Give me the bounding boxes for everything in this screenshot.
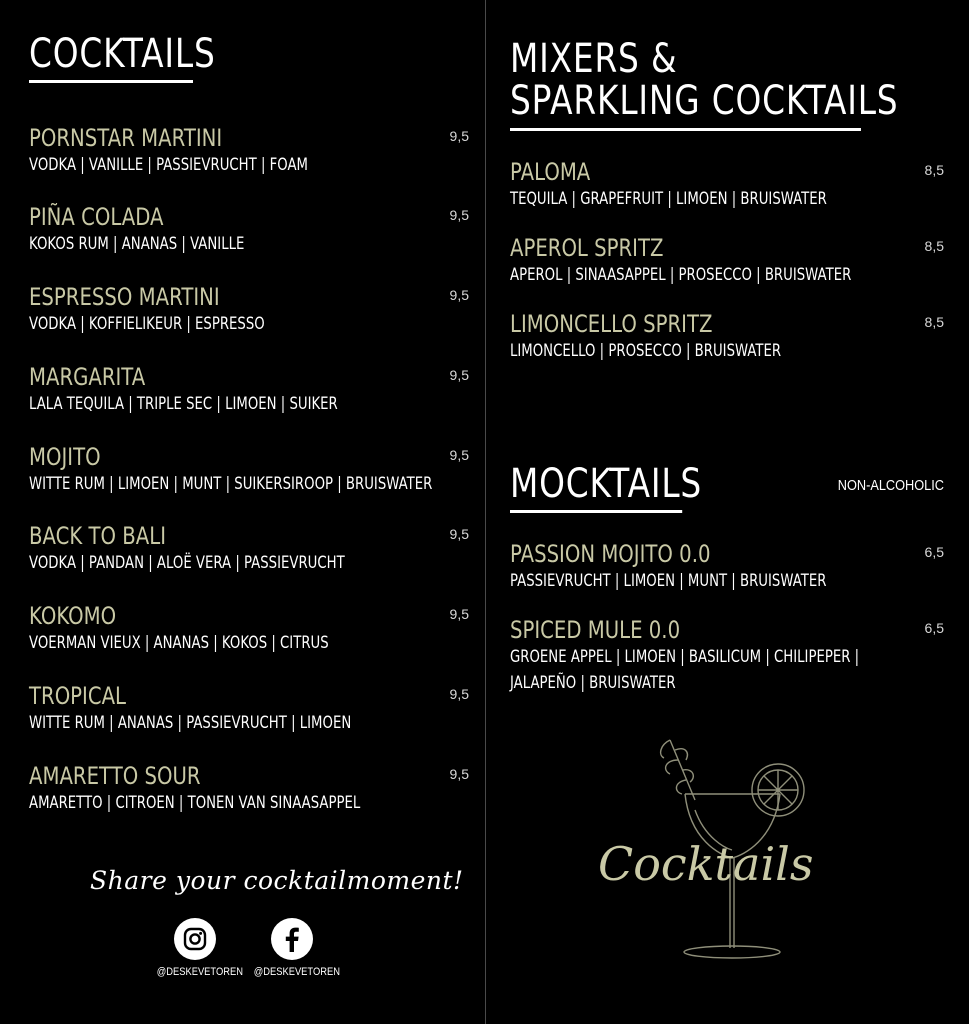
instagram-handle: @DESKEVETOREN xyxy=(156,966,243,978)
non-alcoholic-note: NON-ALCOHOLIC xyxy=(837,477,944,494)
item-price: 9,5 xyxy=(449,606,469,622)
menu-item xyxy=(510,616,944,696)
instagram-icon[interactable] xyxy=(174,918,216,960)
item-description: LALA TEQUILA | TRIPLE SEC | LIMOEN | SUIKER xyxy=(29,394,338,414)
item-name: PIÑA COLADA xyxy=(29,203,164,231)
facebook-icon[interactable] xyxy=(271,918,313,960)
facebook-handle: @DESKEVETOREN xyxy=(253,966,340,978)
menu-item xyxy=(29,124,469,178)
menu-item xyxy=(29,682,469,736)
menu-item xyxy=(29,283,469,337)
item-price: 9,5 xyxy=(449,447,469,463)
cocktails-title-text: COCKTAILS xyxy=(29,31,216,77)
item-price: 8,5 xyxy=(924,238,944,254)
item-description: VODKA | PANDAN | ALOË VERA | PASSIEVRUCHT xyxy=(29,553,345,573)
item-price: 8,5 xyxy=(924,162,944,178)
item-name: PASSION MOJITO 0.0 xyxy=(510,540,711,568)
cocktail-glass-illustration xyxy=(590,730,850,970)
menu-item xyxy=(29,363,469,417)
item-name: TROPICAL xyxy=(29,682,127,710)
facebook-link[interactable] xyxy=(247,918,340,978)
title-underline xyxy=(29,80,193,83)
mixers-title-line1: MIXERS & xyxy=(510,36,678,82)
item-description: KOKOS RUM | ANANAS | VANILLE xyxy=(29,234,245,254)
item-description: LIMONCELLO | PROSECCO | BRUISWATER xyxy=(510,341,782,361)
item-name: KOKOMO xyxy=(29,602,117,630)
mixers-title-line2: SPARKLING COCKTAILS xyxy=(510,78,899,124)
item-price: 9,5 xyxy=(449,207,469,223)
item-description: TEQUILA | GRAPEFRUIT | LIMOEN | BRUISWATER xyxy=(510,189,827,209)
item-name: ESPRESSO MARTINI xyxy=(29,283,220,311)
item-price: 9,5 xyxy=(449,128,469,144)
item-description: AMARETTO | CITROEN | TONEN VAN SINAASAPPEL xyxy=(29,793,361,813)
mocktails-title-text: MOCKTAILS xyxy=(510,461,703,507)
share-tagline: Share your cocktailmoment! xyxy=(90,866,464,895)
menu-item xyxy=(29,522,469,576)
menu-item xyxy=(29,602,469,656)
item-price: 6,5 xyxy=(924,620,944,636)
item-name: LIMONCELLO SPRITZ xyxy=(510,310,713,338)
mixers-title xyxy=(510,38,898,131)
menu-item xyxy=(510,540,944,594)
item-name: MOJITO xyxy=(29,443,101,471)
item-price: 9,5 xyxy=(449,526,469,542)
item-description: VOERMAN VIEUX | ANANAS | KOKOS | CITRUS xyxy=(29,633,329,653)
item-name: MARGARITA xyxy=(29,363,146,391)
item-description: WITTE RUM | ANANAS | PASSIEVRUCHT | LIMOEN xyxy=(29,713,352,733)
item-price: 9,5 xyxy=(449,766,469,782)
menu-item xyxy=(29,203,469,257)
item-description: PASSIEVRUCHT | LIMOEN | MUNT | BRUISWATER xyxy=(510,571,827,591)
mocktails-title xyxy=(510,461,703,513)
cocktails-title xyxy=(29,31,216,83)
item-description: WITTE RUM | LIMOEN | MUNT | SUIKERSIROOP | BRUISWATER xyxy=(29,474,433,494)
item-description: GROENE APPEL | LIMOEN | BASILICUM | CHILIPEPER | JALAPEÑO | BRUISWATER xyxy=(510,647,860,693)
instagram-link[interactable] xyxy=(150,918,243,978)
item-price: 6,5 xyxy=(924,544,944,560)
illustration-cocktails-text: Cocktails xyxy=(598,837,814,891)
item-name: SPICED MULE 0.0 xyxy=(510,616,681,644)
item-description: VODKA | VANILLE | PASSIEVRUCHT | FOAM xyxy=(29,155,308,175)
item-price: 9,5 xyxy=(449,287,469,303)
item-description: APEROL | SINAASAPPEL | PROSECCO | BRUISWATER xyxy=(510,265,852,285)
menu-item xyxy=(510,234,944,288)
item-price: 9,5 xyxy=(449,686,469,702)
item-name: PALOMA xyxy=(510,158,591,186)
menu-item xyxy=(510,158,944,212)
item-price: 9,5 xyxy=(449,367,469,383)
item-name: PORNSTAR MARTINI xyxy=(29,124,223,152)
item-name: APEROL SPRITZ xyxy=(510,234,664,262)
item-name: AMARETTO SOUR xyxy=(29,762,201,790)
item-description: VODKA | KOFFIELIKEUR | ESPRESSO xyxy=(29,314,265,334)
title-underline xyxy=(510,510,682,513)
menu-item xyxy=(29,762,469,816)
menu-item xyxy=(510,310,944,364)
item-name: BACK TO BALI xyxy=(29,522,167,550)
item-price: 8,5 xyxy=(924,314,944,330)
title-underline xyxy=(510,128,861,131)
column-divider xyxy=(485,0,486,1024)
menu-item xyxy=(29,443,469,497)
